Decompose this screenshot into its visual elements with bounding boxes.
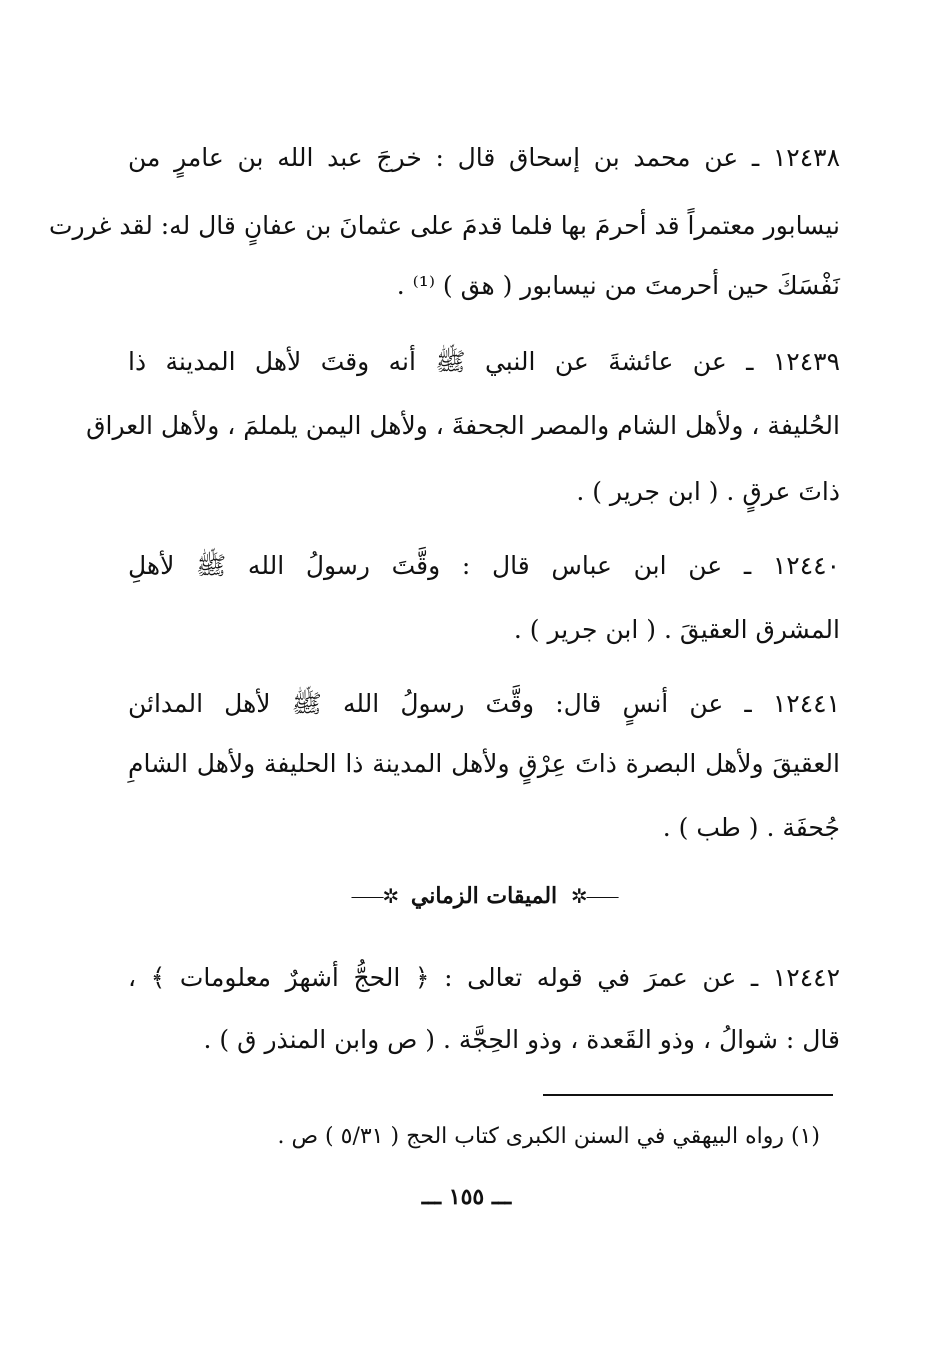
section-heading bbox=[128, 878, 840, 914]
hadith-12438-line-2: نيسابور معتمراً قد أحرمَ بها فلما قدمَ على عثمانَ بن عفانٍ قال له: لقد غررت bbox=[49, 211, 840, 240]
hadith-12439-line-1: ١٢٤٣٩ ـ عن عائشةَ عن النبي ﷺ أنه وقتَ لأهل المدينة ذا bbox=[128, 347, 840, 376]
section-heading-text: الميقات الزماني bbox=[410, 883, 558, 909]
hadith-12438-line-1: ١٢٤٣٨ ـ عن محمد بن إسحاق قال : خرجَ عبد الله بن عامرٍ من bbox=[128, 143, 840, 172]
hadith-12441-line-1: ١٢٤٤١ ـ عن أنسٍ قال: وقَّتَ رسولُ الله ﷺ لأهل المدائن bbox=[128, 689, 840, 718]
hadith-12439-line-3: ذاتَ عرقٍ . ( ابن جرير ) . bbox=[576, 477, 840, 506]
ornament-right-icon: ⸺✲ bbox=[570, 884, 618, 908]
footnote: (١) رواه البيهقي في السنن الكبرى كتاب الحج ( ٥/٣١ ) ص . bbox=[277, 1124, 820, 1149]
hadith-12442-line-2: قال : شوالُ ، وذو القَعدة ، وذو الحِجَّة . ( ص وابن المنذر ق ) . bbox=[203, 1025, 840, 1054]
hadith-12439-line-2: الحُليفة ، ولأهل الشام والمصر الجحفةَ ، ولأهل اليمن يلملمَ ، ولأهل العراق bbox=[86, 411, 840, 440]
hadith-12438-line-3: نَفْسَكَ حين أحرمتَ من نيسابور ( هق ) ⁽¹⁾ . bbox=[396, 271, 840, 300]
page-number: ـــ ١٥٥ ـــ bbox=[421, 1184, 512, 1210]
footnote-separator bbox=[543, 1094, 833, 1096]
hadith-12440-line-2: المشرق العقيقَ . ( ابن جرير ) . bbox=[513, 615, 840, 644]
hadith-12441-line-3: جُحفَة . ( طب ) . bbox=[662, 813, 840, 842]
hadith-12441-line-2: العقيقَ ولأهل البصرة ذاتَ عِرْقٍ ولأهل المدينة ذا الحليفة ولأهل الشامِ bbox=[128, 749, 840, 778]
hadith-12440-line-1: ١٢٤٤٠ ـ عن ابن عباس قال : وقَّتَ رسولُ الله ﷺ لأهلِ bbox=[128, 551, 840, 580]
ornament-left-icon: ✲⸺ bbox=[350, 884, 398, 908]
hadith-12442-line-1: ١٢٤٤٢ ـ عن عمرَ في قوله تعالى : ﴿ الحجُّ أشهرٌ معلومات ﴾ ، bbox=[128, 963, 840, 992]
